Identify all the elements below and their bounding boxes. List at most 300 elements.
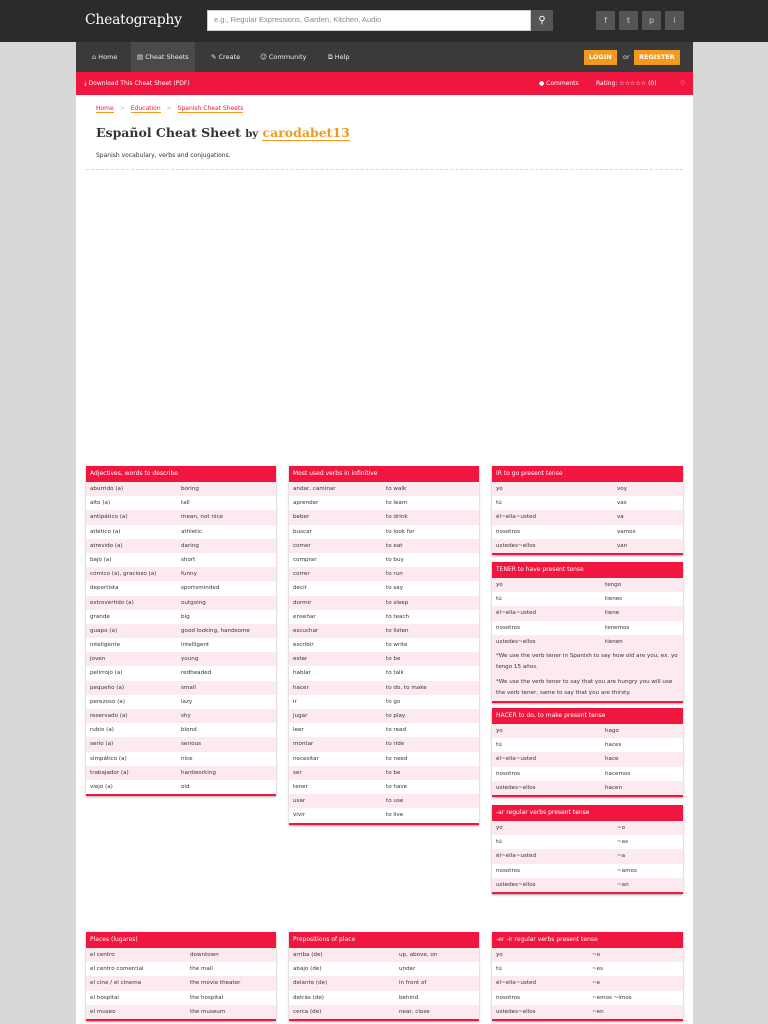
- search-button[interactable]: [531, 10, 553, 31]
- meaning-cell: van: [617, 542, 628, 549]
- meaning-cell: to write: [386, 642, 408, 649]
- meaning-cell: up, above, on: [399, 952, 438, 958]
- facebook-icon[interactable]: f: [596, 11, 615, 30]
- meaning-cell: to learn: [386, 500, 408, 507]
- meaning-cell: good looking, handsome: [181, 627, 250, 634]
- term-cell: ustedes~ellos: [496, 881, 536, 888]
- table-row: [289, 808, 479, 822]
- pinterest-icon[interactable]: p: [642, 11, 661, 30]
- term-cell: hablar: [293, 670, 311, 677]
- term-cell: viejo (a): [90, 783, 113, 790]
- term-cell: él~ella~usted: [496, 980, 536, 987]
- term-cell: detrás (de): [293, 994, 324, 1001]
- term-cell: inteligente: [90, 642, 121, 649]
- term-cell: leer: [293, 727, 304, 734]
- table-row: [289, 794, 479, 808]
- meaning-cell: near, close: [399, 1008, 430, 1015]
- table-row: [289, 652, 479, 666]
- meaning-cell: daring: [181, 542, 199, 549]
- term-cell: ustedes~ellos: [496, 1008, 536, 1015]
- term-cell: nosotros: [496, 994, 521, 1001]
- meaning-cell: ~emos ~imos: [592, 994, 632, 1001]
- meaning-cell: short: [181, 556, 196, 563]
- table-row: [492, 991, 683, 1005]
- term-cell: rubio (a): [90, 727, 114, 734]
- table-row: [86, 1005, 276, 1019]
- term-cell: escribir: [293, 642, 314, 649]
- table-row: [492, 962, 683, 976]
- rating-stars[interactable]: Rating: ☆☆☆☆☆ (0): [596, 80, 657, 87]
- box-adjectives: [86, 466, 276, 796]
- meaning-cell: to say: [386, 585, 404, 592]
- table-row: [492, 635, 683, 649]
- box-body: [492, 948, 683, 1019]
- term-cell: cómico (a), gracioso (a): [90, 571, 157, 578]
- term-cell: guapo (a): [90, 627, 118, 634]
- table-row: [86, 567, 276, 581]
- table-row: [289, 709, 479, 723]
- table-row: [492, 539, 683, 553]
- table-row: [86, 962, 276, 976]
- meaning-cell: to ride: [386, 741, 405, 748]
- breadcrumb-education[interactable]: Education: [130, 105, 161, 112]
- table-row: [86, 624, 276, 638]
- table-row: [492, 849, 683, 863]
- box-ar-verbs: [492, 805, 683, 894]
- page-title: [96, 125, 350, 140]
- meaning-cell: ~an: [617, 881, 629, 888]
- main-nav: [76, 42, 693, 72]
- table-row: [492, 482, 683, 496]
- or-text: or: [623, 53, 630, 61]
- meaning-cell: to have: [386, 783, 408, 790]
- term-cell: nosotros: [496, 624, 521, 631]
- box-body: [86, 948, 276, 1019]
- table-row: [86, 596, 276, 610]
- term-cell: joven: [90, 656, 106, 663]
- meaning-cell: ~e: [592, 980, 601, 987]
- meaning-cell: redheaded: [181, 670, 212, 677]
- table-row: [492, 578, 683, 592]
- breadcrumb-home[interactable]: Home: [96, 105, 114, 112]
- table-row: [86, 581, 276, 595]
- table-row: [289, 539, 479, 553]
- table-row: [289, 510, 479, 524]
- meaning-cell: ~o: [617, 825, 626, 831]
- box-body: [86, 482, 276, 794]
- term-cell: vivir: [293, 812, 306, 819]
- table-row: [289, 596, 479, 610]
- meaning-cell: under: [399, 966, 416, 973]
- term-cell: yo: [496, 825, 503, 831]
- term-cell: el hospital: [90, 994, 119, 1001]
- term-cell: necesitar: [293, 755, 319, 762]
- table-row: [289, 948, 479, 962]
- term-cell: atrevido (a): [90, 542, 123, 549]
- term-cell: grande: [90, 613, 110, 620]
- table-row: [86, 737, 276, 751]
- table-row: [492, 621, 683, 635]
- term-cell: pelirrojo (a): [90, 670, 123, 677]
- table-row: [492, 724, 683, 738]
- search-icon: ⚲: [538, 15, 546, 26]
- term-cell: trabajador (a): [90, 769, 129, 776]
- table-row: [86, 666, 276, 680]
- meaning-cell: to use: [386, 798, 404, 805]
- term-cell: nosotros: [496, 770, 521, 777]
- term-cell: atlético (a): [90, 528, 121, 535]
- meaning-cell: hardworking: [181, 769, 216, 776]
- meaning-cell: vamos: [617, 528, 636, 535]
- meaning-cell: to be: [386, 769, 401, 776]
- term-cell: yo: [496, 952, 503, 958]
- meaning-cell: athletic: [181, 528, 202, 535]
- table-row: [289, 496, 479, 510]
- term-cell: deportista: [90, 585, 119, 592]
- meaning-cell: to run: [386, 571, 403, 578]
- meaning-cell: tengo: [605, 582, 622, 588]
- meaning-cell: ~o: [592, 952, 601, 958]
- table-row: [86, 482, 276, 496]
- meaning-cell: to play: [386, 713, 406, 719]
- meaning-cell: serious: [181, 741, 202, 748]
- table-row: [289, 780, 479, 794]
- box-header: TENER to have present tense: [492, 562, 683, 578]
- divider: [86, 169, 683, 170]
- table-row: [289, 976, 479, 990]
- meaning-cell: blond: [181, 727, 197, 734]
- table-row: [86, 525, 276, 539]
- term-cell: reservado (a): [90, 713, 128, 719]
- meaning-cell: to look for: [386, 528, 415, 535]
- box-body: [492, 724, 683, 795]
- nav-help[interactable]: ⧉ Help: [328, 53, 350, 61]
- meaning-cell: outgoing: [181, 599, 206, 606]
- meaning-cell: hago: [605, 728, 619, 734]
- table-row: [86, 752, 276, 766]
- meaning-cell: to live: [386, 812, 404, 819]
- table-row: [289, 624, 479, 638]
- term-cell: extrovertido (a): [90, 599, 134, 606]
- meaning-cell: sportsminded: [181, 585, 220, 592]
- register-button[interactable]: REGISTER: [634, 50, 680, 65]
- nav-community[interactable]: ☺ Community: [260, 53, 307, 61]
- table-row: [289, 567, 479, 581]
- meaning-cell: to be: [386, 656, 401, 663]
- meaning-cell: young: [181, 656, 199, 663]
- term-cell: jugar: [293, 713, 308, 719]
- term-cell: nosotros: [496, 867, 521, 874]
- box-header: HACER to do, to make present tense: [492, 708, 683, 724]
- term-cell: ustedes~ellos: [496, 542, 536, 549]
- table-row: [492, 1005, 683, 1019]
- term-cell: ir: [293, 698, 297, 705]
- table-row: [86, 496, 276, 510]
- comments-link[interactable]: ● Comments: [539, 80, 579, 87]
- box-ir: [492, 466, 683, 555]
- term-cell: tú: [496, 839, 502, 846]
- term-cell: comer: [293, 542, 311, 549]
- term-cell: cerca (de): [293, 1008, 322, 1015]
- meaning-cell: lazy: [181, 698, 193, 705]
- login-button[interactable]: LOGIN: [584, 50, 617, 65]
- term-cell: el museo: [90, 1008, 116, 1015]
- term-cell: tener: [293, 783, 308, 790]
- meaning-cell: the mall: [190, 966, 213, 973]
- by-text: by: [245, 129, 259, 140]
- meaning-cell: tenemos: [605, 624, 630, 631]
- meaning-cell: va: [617, 514, 624, 521]
- box-header: -ar regular verbs present tense: [492, 805, 683, 821]
- table-row: [289, 695, 479, 709]
- meaning-cell: to go: [386, 698, 401, 705]
- meaning-cell: voy: [617, 486, 628, 492]
- box-header: IR to go present tense: [492, 466, 683, 482]
- table-row: [492, 821, 683, 835]
- meaning-cell: big: [181, 613, 190, 620]
- term-cell: montar: [293, 741, 314, 748]
- meaning-cell: shy: [181, 713, 191, 719]
- table-row: [289, 553, 479, 567]
- table-row: [492, 525, 683, 539]
- table-row: [86, 610, 276, 624]
- meaning-cell: tienen: [605, 638, 623, 645]
- term-cell: ser: [293, 769, 302, 776]
- meaning-cell: vas: [617, 500, 627, 507]
- download-pdf-link[interactable]: ⤓ Download This Cheat Sheet (PDF): [84, 80, 190, 87]
- term-cell: yo: [496, 728, 503, 734]
- table-row: [86, 723, 276, 737]
- table-row: [492, 878, 683, 892]
- term-cell: tú: [496, 966, 502, 973]
- term-cell: beber: [293, 514, 310, 521]
- nav-home[interactable]: ⌂ Home: [92, 53, 118, 61]
- box-header: Prepositions of place: [289, 932, 479, 948]
- box-places: [86, 932, 276, 1021]
- table-row: [86, 780, 276, 794]
- table-row: [492, 781, 683, 795]
- table-row: [86, 976, 276, 990]
- meaning-cell: to need: [386, 755, 408, 762]
- table-row: [289, 525, 479, 539]
- box-header: Adjectives, words to describe: [86, 466, 276, 482]
- meaning-cell: to talk: [386, 670, 404, 677]
- table-row: [492, 835, 683, 849]
- meaning-cell: the movie theater: [190, 980, 241, 987]
- box-header: -er -ir regular verbs present tense: [492, 932, 683, 948]
- meaning-cell: ~as: [617, 839, 629, 846]
- term-cell: simpático (a): [90, 755, 127, 762]
- table-row: [289, 737, 479, 751]
- box-tener: [492, 562, 683, 703]
- meaning-cell: to drink: [386, 514, 408, 521]
- box-note: *We use the verb tener in Spanish to say how old are you, ex. yo tengo 15 años.: [492, 649, 683, 675]
- term-cell: perezoso (a): [90, 698, 125, 705]
- term-cell: él~ella~usted: [496, 610, 536, 617]
- term-cell: el cine / el cinema: [90, 980, 142, 987]
- term-cell: ustedes~ellos: [496, 784, 536, 791]
- table-row: [289, 991, 479, 1005]
- term-cell: decir: [293, 585, 307, 592]
- meaning-cell: the museum: [190, 1008, 226, 1015]
- meaning-cell: the hospital: [190, 994, 224, 1001]
- term-cell: tú: [496, 596, 502, 603]
- nav-cheat-sheets[interactable]: ▤ Cheat Sheets: [131, 42, 195, 72]
- sheet-toolbar: [76, 72, 693, 95]
- meaning-cell: boring: [181, 486, 199, 492]
- nav-create[interactable]: ✎ Create: [211, 53, 241, 61]
- meaning-cell: hacemos: [605, 770, 631, 777]
- meaning-cell: nice: [181, 755, 193, 762]
- table-row: [492, 752, 683, 766]
- meaning-cell: behind: [399, 994, 419, 1001]
- meaning-cell: intelligent: [181, 642, 210, 649]
- table-row: [289, 638, 479, 652]
- favorite-heart-icon[interactable]: ♡: [680, 80, 686, 87]
- box-prepositions: [289, 932, 479, 1021]
- box-header: Most used verbs in infinitive: [289, 466, 479, 482]
- table-row: [289, 681, 479, 695]
- table-row: [86, 991, 276, 1005]
- table-row: [86, 948, 276, 962]
- table-row: [289, 962, 479, 976]
- meaning-cell: to eat: [386, 542, 403, 549]
- term-cell: hacer: [293, 684, 309, 691]
- table-row: [86, 766, 276, 780]
- table-row: [289, 610, 479, 624]
- term-cell: tú: [496, 742, 502, 749]
- meaning-cell: haces: [605, 742, 622, 749]
- title-text: Español Cheat Sheet: [96, 125, 241, 140]
- term-cell: andar, caminar: [293, 486, 336, 492]
- meaning-cell: ~en: [592, 1008, 604, 1015]
- term-cell: aburrido (a): [90, 486, 124, 492]
- table-row: [289, 752, 479, 766]
- table-row: [492, 864, 683, 878]
- term-cell: estar: [293, 656, 308, 663]
- table-row: [492, 606, 683, 620]
- table-row: [289, 723, 479, 737]
- term-cell: alto (a): [90, 500, 111, 507]
- table-row: [86, 709, 276, 723]
- twitter-icon[interactable]: t: [619, 11, 638, 30]
- box-body: [492, 821, 683, 892]
- meaning-cell: small: [181, 684, 196, 691]
- box-body: [492, 482, 683, 553]
- top-bar: [0, 0, 768, 42]
- table-row: [86, 553, 276, 567]
- meaning-cell: funny: [181, 571, 197, 578]
- table-row: [86, 695, 276, 709]
- meaning-cell: to listen: [386, 627, 409, 634]
- meaning-cell: to buy: [386, 556, 404, 563]
- term-cell: comprar: [293, 556, 317, 563]
- meaning-cell: downtown: [190, 952, 219, 958]
- box-body: [289, 948, 479, 1019]
- table-row: [492, 496, 683, 510]
- box-hacer: [492, 708, 683, 797]
- table-row: [289, 581, 479, 595]
- term-cell: el centro comercial: [90, 966, 144, 973]
- table-row: [289, 666, 479, 680]
- meaning-cell: ~a: [617, 853, 626, 860]
- meaning-cell: mean, not nice: [181, 514, 223, 521]
- meaning-cell: tienes: [605, 596, 623, 603]
- term-cell: serio (a): [90, 741, 114, 748]
- search-input[interactable]: e.g., Regular Expressions, Garden, Kitchen, Audio: [207, 10, 531, 31]
- term-cell: bajo (a): [90, 556, 112, 563]
- meaning-cell: tiene: [605, 610, 620, 617]
- table-row: [86, 652, 276, 666]
- term-cell: el centro: [90, 952, 115, 958]
- term-cell: delante (de): [293, 980, 328, 987]
- meaning-cell: to walk: [386, 486, 407, 492]
- author-link[interactable]: carodabet13: [262, 125, 350, 140]
- table-row: [86, 681, 276, 695]
- breadcrumb: Home > Education > Spanish Cheat Sheets: [96, 105, 244, 112]
- table-row: [492, 510, 683, 524]
- table-row: [492, 738, 683, 752]
- term-cell: yo: [496, 486, 503, 492]
- table-row: [86, 510, 276, 524]
- instagram-icon[interactable]: i: [665, 11, 684, 30]
- table-row: [289, 1005, 479, 1019]
- breadcrumb-spanish[interactable]: Spanish Cheat Sheets: [177, 105, 244, 112]
- term-cell: aprender: [293, 500, 319, 507]
- meaning-cell: to do, to make: [386, 684, 427, 691]
- site-logo[interactable]: Cheatography: [85, 12, 182, 28]
- page-description: Spanish vocabulary, verbs and conjugations.: [96, 152, 231, 159]
- term-cell: yo: [496, 582, 503, 588]
- meaning-cell: old: [181, 783, 190, 790]
- meaning-cell: in front of: [399, 980, 427, 987]
- table-row: [492, 976, 683, 990]
- term-cell: escuchar: [293, 627, 319, 634]
- term-cell: abajo (de): [293, 966, 322, 973]
- box-body: [492, 578, 683, 649]
- term-cell: dormir: [293, 599, 312, 606]
- box-verbs: [289, 466, 479, 825]
- meaning-cell: hacen: [605, 784, 623, 791]
- term-cell: él~ella~usted: [496, 514, 536, 521]
- meaning-cell: tall: [181, 500, 190, 507]
- term-cell: usar: [293, 798, 306, 805]
- term-cell: nosotros: [496, 528, 521, 535]
- table-row: [492, 592, 683, 606]
- term-cell: arriba (de): [293, 952, 323, 958]
- term-cell: pequeño (a): [90, 684, 125, 691]
- box-note: *We use the verb tener to say that you are hungry you will use the verb tener, same to say that you are thirsty.: [492, 675, 683, 701]
- term-cell: antipático (a): [90, 514, 128, 521]
- meaning-cell: ~amos: [617, 867, 637, 874]
- table-row: [289, 482, 479, 496]
- meaning-cell: ~es: [592, 966, 604, 973]
- box-header: Places (lugares): [86, 932, 276, 948]
- table-row: [86, 539, 276, 553]
- term-cell: tú: [496, 500, 502, 507]
- meaning-cell: to read: [386, 727, 406, 734]
- box-body: [289, 482, 479, 823]
- term-cell: él~ella~usted: [496, 756, 536, 763]
- table-row: [289, 766, 479, 780]
- table-row: [492, 767, 683, 781]
- box-er-ir-verbs: [492, 932, 683, 1021]
- table-row: [492, 948, 683, 962]
- term-cell: él~ella~usted: [496, 853, 536, 860]
- meaning-cell: hace: [605, 756, 619, 763]
- term-cell: ustedes~ellos: [496, 638, 536, 645]
- table-row: [86, 638, 276, 652]
